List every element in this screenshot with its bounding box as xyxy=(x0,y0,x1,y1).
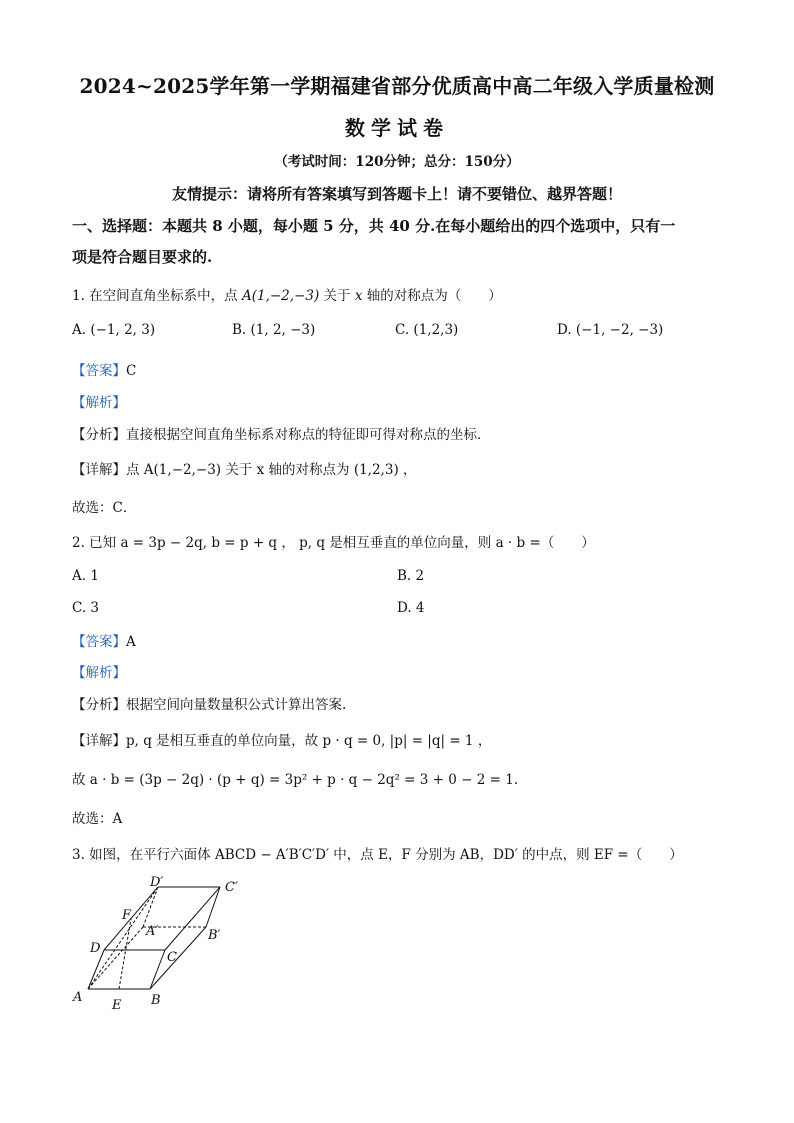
q1-option-d: D. (−1, −2, −3) xyxy=(557,322,664,338)
q2-option-b: B. 2 xyxy=(397,568,425,584)
label-A: A xyxy=(73,990,83,1005)
q2-stem: 2. 已知 a = 3p − 2q, b = p + q ， p, q 是相互垂直的单位向量，则 a · b =（ ） xyxy=(72,535,595,551)
exam-subtitle: 数学试卷 xyxy=(345,116,449,140)
q1-stem-post: 轴的对称点为（ ） xyxy=(366,288,502,304)
edge-C1B1 xyxy=(206,887,220,927)
label-C1: C′ xyxy=(225,880,238,895)
q1-answer xyxy=(72,359,136,379)
q1-option-c: C. (1,2,3) xyxy=(395,322,459,338)
label-B1: B′ xyxy=(208,928,221,943)
label-D: D xyxy=(90,941,101,956)
q1-conclusion: 故选：C． xyxy=(72,500,137,516)
q2-analysis-label xyxy=(72,661,126,681)
q1-point: A(1,−2,−3) xyxy=(241,288,320,304)
q2-answer xyxy=(72,630,136,650)
edge-BB1 xyxy=(150,927,206,989)
q1-option-a: A. (−1, 2, 3) xyxy=(72,322,156,338)
q2-fenxi-text: 根据空间向量数量积公式计算出答案. xyxy=(126,697,347,713)
q1-detail xyxy=(72,458,417,478)
edge-BC xyxy=(150,950,165,989)
q1-stem xyxy=(72,284,502,304)
exam-tip: 友情提示：请将所有答案填写到答题卡上！请不要错位、越界答题！ xyxy=(171,185,622,203)
q2-detail xyxy=(72,729,491,749)
section-heading-line1: 一、选择题：本题共 8 小题，每小题 5 分，共 40 分.在每小题给出的四个选项中，只有一 xyxy=(72,217,676,235)
q2-option-d: D. 4 xyxy=(397,600,425,616)
q1-stem-mid: 关于 xyxy=(323,288,351,304)
detail-label: 【详解】 xyxy=(72,462,126,478)
label-D1: D′ xyxy=(150,875,164,890)
q2-option-c: C. 3 xyxy=(72,600,100,616)
q1-option-b: B. (1, 2, −3) xyxy=(232,322,316,338)
section-heading-line2: 项是符合题目要求的. xyxy=(72,248,213,266)
q1-stem-pre: 1. 在空间直角坐标系中，点 xyxy=(72,288,238,304)
analysis-label: 【解析】 xyxy=(72,665,126,681)
q2-answer-value: A xyxy=(126,634,136,650)
q1-fenxi-text: 直接根据空间直角坐标系对称点的特征即可得对称点的坐标． xyxy=(126,427,491,443)
edge-A1D1 xyxy=(143,887,158,927)
q2-conclusion: 故选：A xyxy=(72,811,123,827)
fenxi-label: 【分析】 xyxy=(72,697,126,713)
q1-axis: x xyxy=(354,288,363,304)
label-F: F xyxy=(122,908,132,923)
label-A1: A′ xyxy=(146,924,159,939)
q2-option-a: A. 1 xyxy=(72,568,99,584)
q1-fenxi xyxy=(72,423,491,443)
label-C: C xyxy=(167,950,177,965)
q3-stem: 3. 如图，在平行六面体 ABCD − A′B′C′D′ 中，点 E，F 分别为 AB，DD′ 的中点，则 EF =（ ） xyxy=(72,847,683,863)
label-B: B xyxy=(151,993,161,1008)
exam-info: （考试时间：120分钟；总分：150分） xyxy=(274,154,520,170)
answer-label: 【答案】 xyxy=(72,363,126,379)
q1-analysis-label xyxy=(72,391,126,411)
label-E: E xyxy=(112,998,122,1013)
exam-title: 2024~2025学年第一学期福建省部分优质高中高二年级入学质量检测 xyxy=(79,74,715,98)
q2-fenxi xyxy=(72,693,346,713)
answer-label: 【答案】 xyxy=(72,634,126,650)
q1-answer-value: C xyxy=(126,363,137,379)
fenxi-label: 【分析】 xyxy=(72,427,126,443)
q1-detail-text: 点 A(1,−2,−3) 关于 x 轴的对称点为 (1,2,3) ， xyxy=(126,462,417,478)
parallelepiped-figure xyxy=(68,872,258,1020)
detail-label: 【详解】 xyxy=(72,733,126,749)
q2-calc: 故 a · b = (3p − 2q) · (p + q) = 3p² + p · q − 2q² = 3 + 0 − 2 = 1. xyxy=(72,772,519,788)
analysis-label: 【解析】 xyxy=(72,395,126,411)
q2-detail-text: p, q 是相互垂直的单位向量，故 p · q = 0, |p| = |q| = 1 ， xyxy=(126,733,492,749)
